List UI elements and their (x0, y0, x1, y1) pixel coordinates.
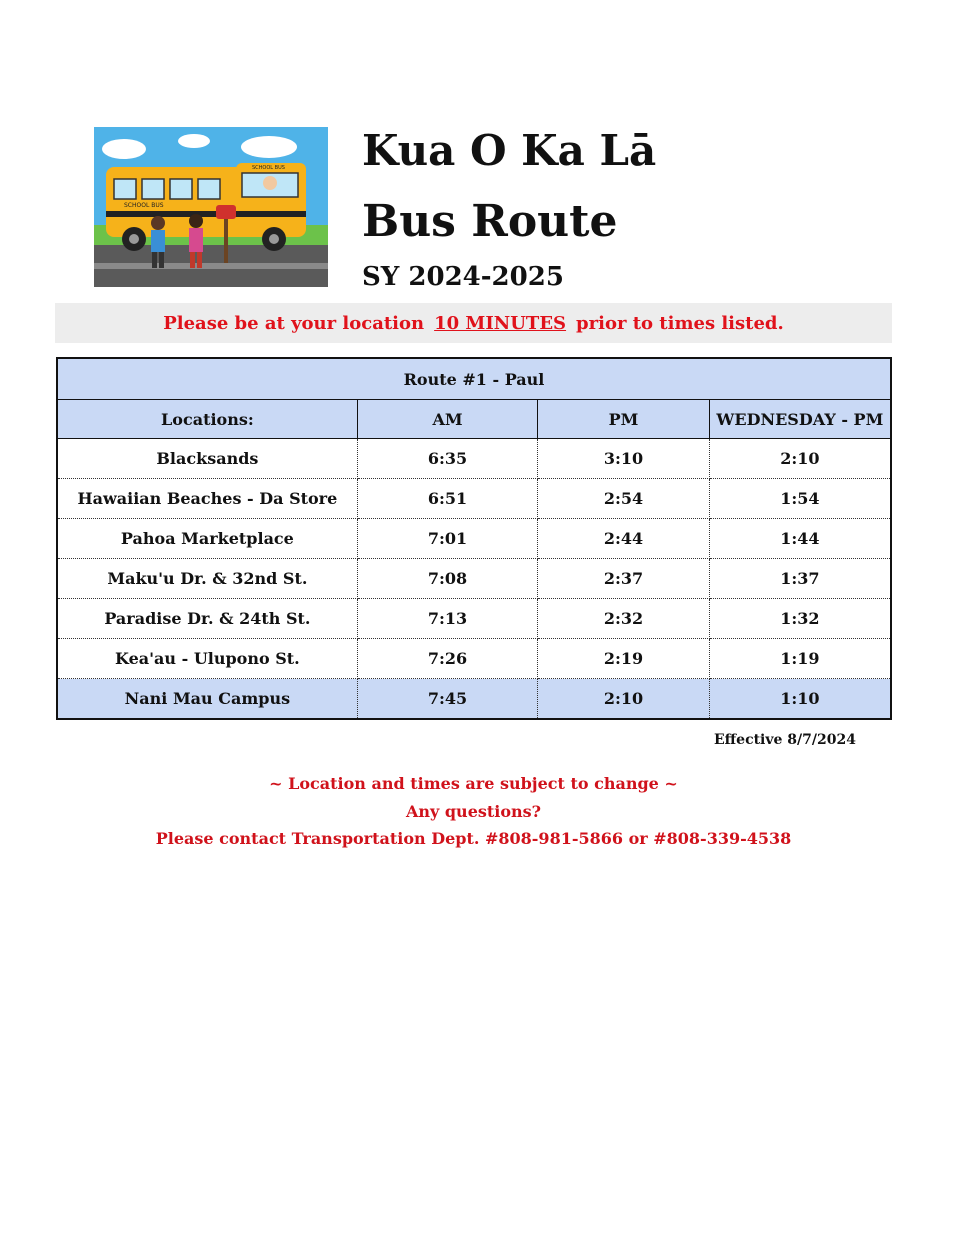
stop-location: Nani Mau Campus (57, 679, 357, 720)
stop-wed-pm-time: 1:10 (709, 679, 891, 720)
notice-emphasis: 10 MINUTES (434, 312, 567, 334)
stop-location: Blacksands (57, 439, 357, 479)
stop-pm-time: 2:32 (538, 599, 709, 639)
table-row (57, 599, 891, 639)
stop-wed-pm-time: 2:10 (709, 439, 891, 479)
route-header-row (57, 358, 891, 400)
stop-pm-time: 2:44 (538, 519, 709, 559)
stop-pm-time: 2:19 (538, 639, 709, 679)
change-disclaimer: ~ Location and times are subject to change ~ (269, 774, 678, 793)
route-name: Route #1 - Paul (57, 358, 891, 400)
stop-wed-pm-time: 1:32 (709, 599, 891, 639)
column-header-row (57, 400, 891, 439)
stop-am-time: 7:26 (357, 639, 537, 679)
stop-wed-pm-time: 1:37 (709, 559, 891, 599)
table-row (57, 639, 891, 679)
effective-date: Effective 8/7/2024 (714, 732, 856, 748)
page-title: Kua O Ka Lā (362, 126, 657, 175)
stop-am-time: 7:13 (357, 599, 537, 639)
table-row-final-stop (57, 679, 891, 720)
stop-am-time: 7:45 (357, 679, 537, 720)
stop-wed-pm-time: 1:19 (709, 639, 891, 679)
stop-pm-time: 2:10 (538, 679, 709, 720)
stop-location: Maku'u Dr. & 32nd St. (57, 559, 357, 599)
table-row (57, 479, 891, 519)
table-row (57, 519, 891, 559)
stop-am-time: 7:08 (357, 559, 537, 599)
school-year: SY 2024-2025 (362, 262, 564, 292)
table-row (57, 439, 891, 479)
stop-am-time: 6:51 (357, 479, 537, 519)
stop-location: Pahoa Marketplace (57, 519, 357, 559)
stop-location: Hawaiian Beaches - Da Store (57, 479, 357, 519)
stop-wed-pm-time: 1:54 (709, 479, 891, 519)
column-header-locations: Locations: (57, 400, 357, 439)
svg-text:SCHOOL BUS: SCHOOL BUS (124, 202, 164, 209)
arrival-notice (55, 303, 892, 343)
stop-location: Kea'au - Ulupono St. (57, 639, 357, 679)
page-subtitle: Bus Route (362, 196, 618, 247)
stop-pm-time: 2:54 (538, 479, 709, 519)
notice-prefix: Please be at your location (163, 312, 425, 334)
column-header-wednesday-pm: WEDNESDAY - PM (709, 400, 891, 439)
column-header-am: AM (357, 400, 537, 439)
notice-suffix: prior to times listed. (576, 312, 784, 334)
questions-prompt: Any questions? (405, 802, 542, 821)
svg-text:SCHOOL BUS: SCHOOL BUS (252, 165, 285, 171)
contact-info: Please contact Transportation Dept. #808-981-5866 or #808-339-4538 (155, 829, 792, 848)
column-header-pm: PM (538, 400, 709, 439)
stop-location: Paradise Dr. & 24th St. (57, 599, 357, 639)
route-schedule-table (56, 357, 892, 720)
school-bus-illustration (94, 127, 328, 287)
stop-wed-pm-time: 1:44 (709, 519, 891, 559)
table-row (57, 559, 891, 599)
stop-am-time: 6:35 (357, 439, 537, 479)
stop-am-time: 7:01 (357, 519, 537, 559)
stop-pm-time: 3:10 (538, 439, 709, 479)
stop-pm-time: 2:37 (538, 559, 709, 599)
